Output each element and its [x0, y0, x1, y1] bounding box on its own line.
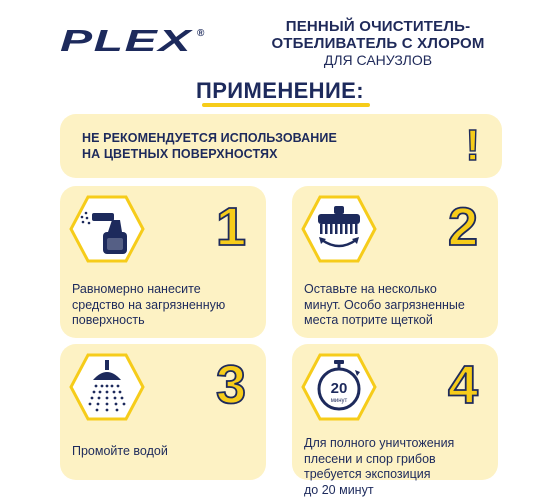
- exclamation-icon: !: [465, 121, 480, 170]
- step-description: [72, 444, 262, 460]
- step-line: Промойте водой: [72, 444, 168, 458]
- step-line: Для полного уничтожения: [304, 436, 455, 450]
- logo-text: PLEX: [60, 24, 195, 56]
- hexagon-badge: [300, 194, 378, 264]
- warning-line2: НА ЦВЕТНЫХ ПОВЕРХНОСТЯХ: [82, 147, 278, 161]
- header: [0, 0, 560, 70]
- warning-line1: НЕ РЕКОМЕНДУЕТСЯ ИСПОЛЬЗОВАНИЕ: [82, 131, 337, 145]
- step-card-1: [60, 186, 266, 338]
- timer-value: 20: [330, 380, 348, 397]
- step-number: 2: [447, 197, 478, 257]
- step-number: 1: [215, 197, 246, 257]
- product-name-line2: ОТБЕЛИВАТЕЛЬ С ХЛОРОМ: [271, 35, 485, 52]
- step-line: Равномерно нанесите: [72, 282, 201, 296]
- step-line: Оставьте на несколько: [304, 282, 437, 296]
- step-card-2: [292, 186, 498, 338]
- step-description: [72, 282, 262, 329]
- step-line: минут. Особо загрязненные: [304, 297, 465, 312]
- step-number: 4: [447, 355, 478, 415]
- title-underline: [202, 103, 370, 107]
- product-name-line1: ПЕННЫЙ ОЧИСТИТЕЛЬ-: [285, 18, 471, 35]
- step-line: до 20 минут: [304, 482, 374, 497]
- step-line: требуется экспозиция: [304, 467, 431, 481]
- product-name: [236, 18, 520, 68]
- timer-unit: минут: [330, 398, 348, 404]
- registered-mark: ®: [197, 28, 205, 39]
- step-line: средство на загрязненную: [72, 297, 226, 312]
- plex-logo: [60, 24, 210, 56]
- hexagon-badge: [300, 352, 378, 422]
- step-description: [304, 436, 500, 498]
- step-line: места потрите щеткой: [304, 313, 433, 327]
- step-number: 3: [215, 355, 246, 415]
- hexagon-badge: [68, 194, 146, 264]
- step-card-3: [60, 344, 266, 480]
- step-description: [304, 282, 494, 329]
- hexagon-badge: [68, 352, 146, 422]
- step-line: плесени и спор грибов: [304, 451, 436, 466]
- warning-banner: [60, 114, 502, 178]
- product-name-line3: ДЛЯ САНУЗЛОВ: [323, 52, 433, 68]
- step-line: поверхность: [72, 313, 145, 327]
- section-title: ПРИМЕНЕНИЕ:: [196, 78, 364, 103]
- warning-text: [82, 130, 422, 162]
- step-card-4: [292, 344, 498, 497]
